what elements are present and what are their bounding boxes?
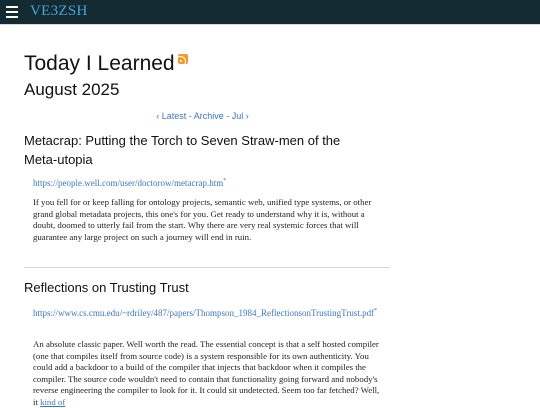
post-source-url: https://people.well.com/user/doctorow/metacrap.htm [33, 178, 224, 188]
nav-previous-month-link[interactable]: Jul › [231, 111, 249, 121]
post-source-url: https://www.cs.cmu.edu/~rdriley/487/papers/Thompson_1984_ReflectionsonTrustingTrust.pdf [33, 308, 375, 318]
nav-separator: - [223, 111, 232, 121]
external-link-marker: * [223, 178, 227, 184]
post-body [33, 339, 383, 408]
top-bar [0, 0, 540, 24]
post-title: Metacrap: Putting the Torch to Seven Straw-men of the Meta-utopia [24, 133, 341, 167]
post-divider [24, 267, 390, 268]
post-body: If you fell for or keep falling for ontology projects, semantic web, unified type systems, or other grand global metadata projects, this one's for you. Get ready to understand why it is, without a doubt, doomed to utterly fail from the start. Why there are very real systemic forces that will guarantee any large project on such a journey will end in ruin. [33, 197, 372, 242]
page-title [24, 52, 188, 76]
rss-feed-icon[interactable] [178, 54, 188, 64]
page-subtitle: August 2025 [24, 80, 120, 99]
post-title: Reflections on Trusting Trust [24, 280, 189, 295]
page-title-text: Today I Learned [24, 52, 175, 75]
nav-archive-link[interactable]: Archive [193, 111, 224, 121]
post-body-text: An absolute classic paper. Well worth the read. The essential concept is that a self hosted compiler (one that compiles itself from source code) is a system responsible for its own authenticity. You could add a backdoor to a build of the compiler that injects that backdoor when it compiles the compiler. The source code wouldn't need to contain that functionality going forward and nobody's reverse engineering the compiler to look for it. It could sit undetected. Seem too far fetched? Well, it [33, 339, 380, 407]
site-brand-link[interactable]: VE3ZSH [30, 3, 88, 19]
hamburger-menu-icon[interactable] [6, 6, 18, 18]
nav-separator: - [186, 111, 194, 121]
post-inline-link[interactable]: kind of [40, 396, 66, 407]
external-link-marker: * [374, 308, 378, 314]
nav-latest-link[interactable]: ‹ Latest [156, 111, 187, 121]
post-source-link[interactable] [33, 306, 383, 319]
archive-navigation [0, 111, 405, 121]
post-source-link[interactable] [33, 176, 383, 189]
top-bar-border [0, 24, 540, 25]
